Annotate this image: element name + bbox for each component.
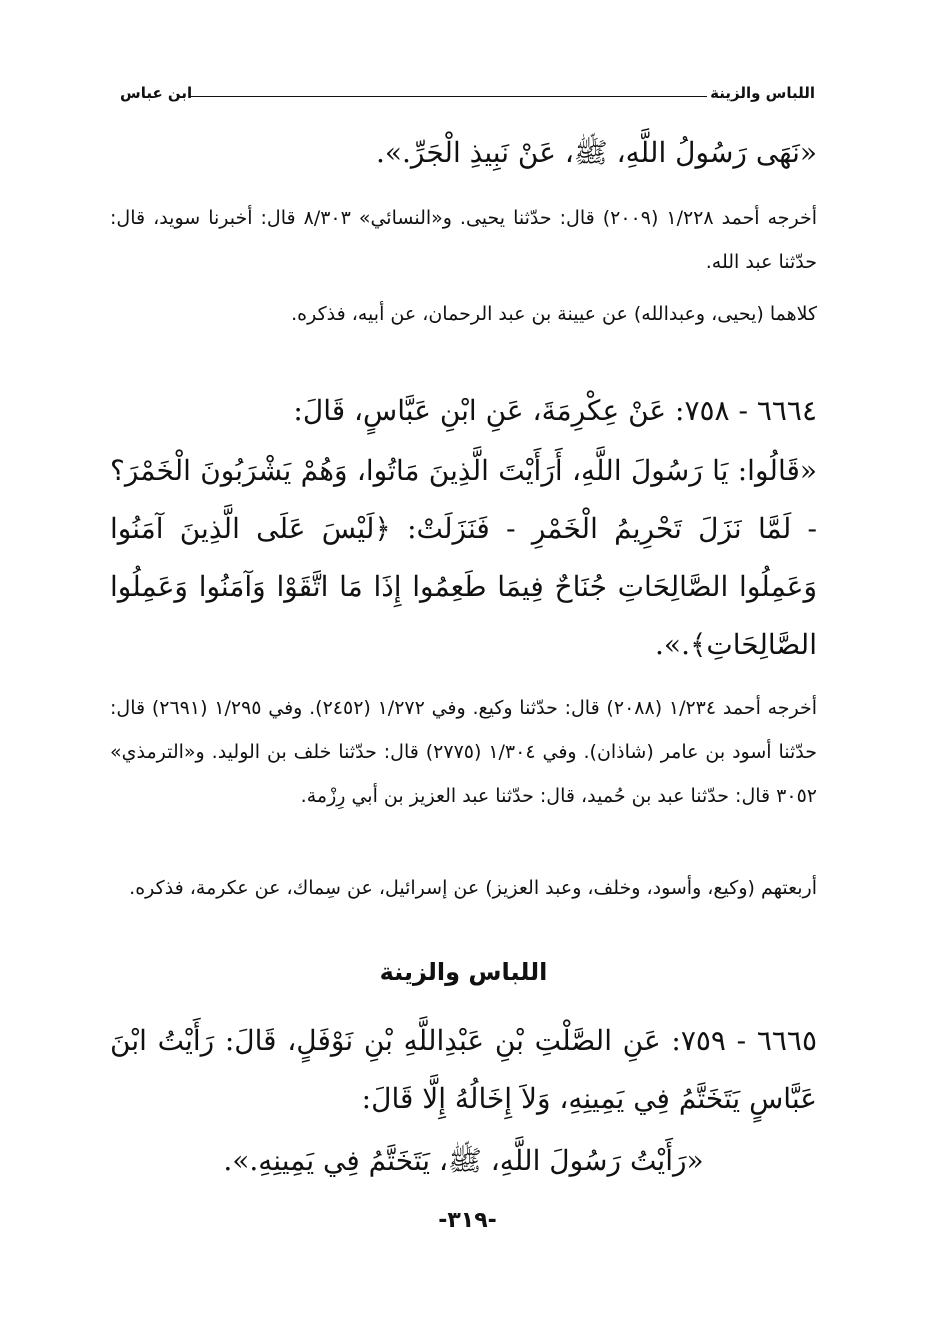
section-title: ابن عباس	[120, 84, 193, 102]
takhrij-prev-2: كلاهما (يحيى، وعبدالله) عن عيينة بن عبد الرحمان، عن أبيه، فذكره.	[291, 303, 817, 325]
hadith-758-isnad: ٦٦٦٤ - ٧٥٨: عَنْ عِكْرِمَةَ، عَنِ ابْنِ عَبَّاسٍ، قَالَ:	[293, 394, 817, 427]
chapter-title: اللباس والزينة	[710, 84, 815, 102]
page-number: -٣١٩-	[438, 1208, 497, 1233]
takhrij-758-2: أربعتهم (وكيع، وأسود، وخلف، وعبد العزيز) عن إسرائيل، عن سِماك، عن عكرمة، فذكره.	[129, 877, 817, 899]
running-head	[120, 84, 815, 104]
hadith-759-isnad: ٦٦٦٥ - ٧٥٩: عَنِ الصَّلْتِ بْنِ عَبْدِاللَّهِ بْنِ نَوْفَلٍ، قَالَ: رَأَيْتُ ابْنَ عَبَّاسٍ يَتَخَتَّمُ فِي يَمِينِهِ، وَلاَ إِخَالُهُ إِلَّا قَالَ:	[110, 1024, 817, 1115]
section-heading: اللباس والزينة	[379, 958, 548, 986]
takhrij-758-1: أخرجه أحمد ١/٢٣٤ (٢٠٨٨) قال: حدّثنا وكيع. وفي ١/٢٧٢ (٢٤٥٢). وفي ١/٢٩٥ (٢٦٩١) قال: حدّثنا أسود بن عامر (شاذان). وفي ١/٣٠٤ (٢٧٧٥) قال: حدّثنا خلف بن الوليد. و«الترمذي» ٣٠٥٢ قال: حدّثنا عبد بن حُميد، قال: حدّثنا عبد العزيز بن أبي رِزْمة.	[110, 697, 818, 807]
hadith-text-prev: «نَهَى رَسُولُ اللَّهِ، ﷺ، عَنْ نَبِيذِ الْجَرِّ.».	[375, 136, 817, 169]
hadith-758-matn: «قَالُوا: يَا رَسُولَ اللَّهِ، أَرَأَيْتَ الَّذِينَ مَاتُوا، وَهُمْ يَشْرَبُونَ الْخَمْرَ؟ - لَمَّا نَزَلَ تَحْرِيمُ الْخَمْرِ - فَنَزَلَتْ: ﴿لَيْسَ عَلَى الَّذِينَ آمَنُوا وَعَمِلُوا الصَّالِحَاتِ جُنَاحٌ فِيمَا طَعِمُوا إِذَا مَا اتَّقَوْا وَآمَنُوا وَعَمِلُوا الصَّالِحَاتِ﴾.».	[110, 454, 817, 661]
takhrij-prev-1: أخرجه أحمد ١/٢٢٨ (٢٠٠٩) قال: حدّثنا يحيى. و«النسائي» ٨/٣٠٣ قال: أخبرنا سويد، قال: حدّثنا عبد الله.	[110, 207, 818, 273]
header-rule	[190, 96, 707, 97]
hadith-759-matn: «رَأَيْتُ رَسُولَ اللَّهِ، ﷺ، يَتَخَتَّمُ فِي يَمِينِهِ.».	[223, 1144, 704, 1177]
